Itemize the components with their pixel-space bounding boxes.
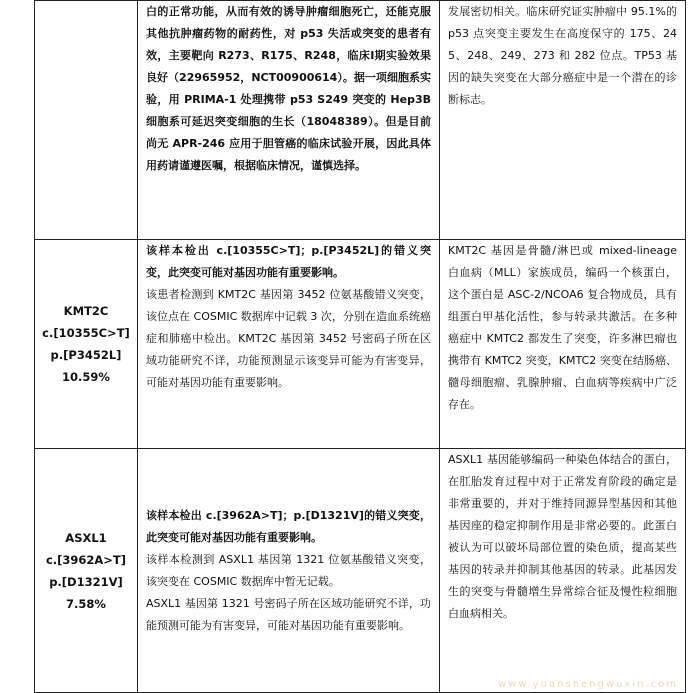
- variant-cdna: c.[10355C>T]: [42, 326, 130, 340]
- interpretation-cell: [138, 449, 440, 693]
- gene-info-text: ASXL1 基因能够编码一种染色体结合的蛋白，在肛胎发育过程中对于正常发育阶段的确定是非常重要的，并对于维持同源异型基因和其他基因座的稳定抑制作用是非常必要的。此蛋白被认为可以破坏局部位置的染色质，提高某些基因的转录并抑制其他基因的转录。此基因发生的突变与骨髓增生异常综合征及慢性粒细胞白血病相关。: [448, 453, 677, 620]
- variant-cdna: c.[3962A>T]: [45, 552, 127, 567]
- gene-info-text: KMT2C 基因是骨髓/淋巴或 mixed-lineage 白血病（MLL）家族成员，编码一个核蛋白，这个蛋白是 ASC-2/NCOA6 复合物成员，具有组蛋白甲基化活性，参与转录共激活。在多种癌症中 KMTC2 都发生了突变，许多淋巴瘤也携带有 KMTC2 突变，KMTC2 突变在结肠癌、髓母细胞瘤、乳腺肿瘤、白血病等疾病中广泛存在。: [448, 244, 677, 411]
- interpretation-text: 白的正常功能，从而有效的诱导肿瘤细胞死亡，还能克服其他抗肿瘤药物的耐药性，对 p53 失活或突变的患者有效，主要靶向 R273、R175、R248，临床I期实验效果良好（22965952，NCT00900614）。据一项细胞系实验，用 PRIMA-1 处理携带 p53 S249 突变的 Hep3B 细胞系可延迟突变细胞的生长（18048389）。但是目前尚无 APR-246 应用于胆管癌的临床试验开展，因此具体用药请谨遵医嘱，根据临床情况，谨慎选择。: [146, 5, 431, 172]
- mutation-report-table: [34, 0, 686, 693]
- mutation-frequency: 10.59%: [62, 370, 110, 384]
- variant-protein: p.[D1321V]: [49, 574, 123, 589]
- watermark: www.yuanshengwuxin.com: [498, 679, 678, 690]
- gene-name: KMT2C: [63, 304, 109, 318]
- interpretation-detail: 该样本检测到 ASXL1 基因第 1321 位氨基酸错义突变，该突变在 COSMIC 数据库中暂无记载。: [146, 552, 431, 588]
- table-row: [35, 240, 686, 449]
- table-row: [35, 1, 686, 240]
- gene-info-cell: [440, 240, 686, 449]
- interpretation-summary: 该样本检出 c.[10355C>T]；p.[P3452L]的错义突变，此突变可能对基因功能有重要影响。: [146, 244, 431, 279]
- interpretation-cell: [138, 240, 440, 449]
- interpretation-cell: [138, 1, 440, 240]
- gene-info-cell: [440, 1, 686, 240]
- mutation-frequency: 7.58%: [66, 596, 106, 611]
- gene-cell: [35, 1, 138, 240]
- variant-protein: p.[P3452L]: [50, 348, 122, 362]
- gene-name: ASXL1: [65, 530, 107, 545]
- gene-info-cell: [440, 449, 686, 693]
- table-row: [35, 449, 686, 693]
- gene-cell: [35, 449, 138, 693]
- interpretation-summary: 该样本检出 c.[3962A>T]；p.[D1321V]的错义突变，此突变可能对基因功能有重要影响。: [146, 508, 431, 544]
- interpretation-detail: ASXL1 基因第 1321 号密码子所在区域功能研究不详，功能预测可能为有害变异，可能对基因功能有重要影响。: [146, 596, 431, 632]
- gene-info-text: 发展密切相关。临床研究证实肿瘤中 95.1%的 p53 点突变主要发生在高度保守的 175、245、248、249、273 和 282 位点。TP53 基因的缺失突变在大部分癌症中是一个潜在的诊断标志。: [448, 5, 677, 106]
- interpretation-detail: 该患者检测到 KMT2C 基因第 3452 位氨基酸错义突变，该位点在 COSMIC 数据库中记载 3 次，分别在造血系统癌症和肺癌中检出。KMT2C 基因第 3452 号密码子所在区域功能研究不详，功能预测显示该变异可能为有害变异，可能对基因功能有重要影响。: [146, 288, 431, 389]
- gene-cell: [35, 240, 138, 449]
